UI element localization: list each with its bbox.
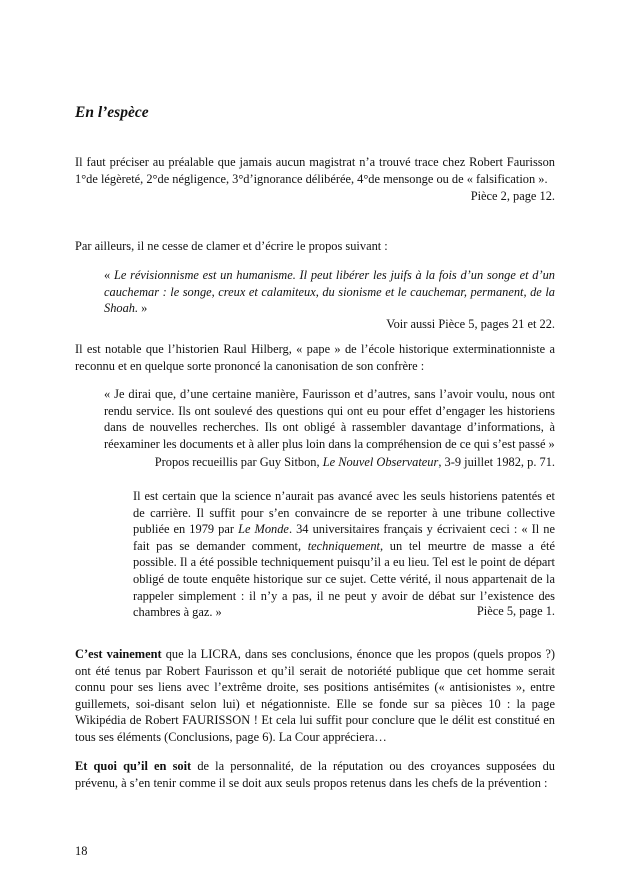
- publication-title-le-monde: Le Monde: [238, 522, 289, 537]
- lead-bold-vainement: C’est vainement: [75, 647, 162, 661]
- paragraph-magistrat: Il faut préciser au préalable que jamais aucun magistrat n’a trouvé trace chez Robert Faurisson 1°de légèreté, 2°de négligence, 3°d’ignorance délibérée, 4°de mensonge ou de « falsification ».: [75, 155, 555, 186]
- page-number: 18: [75, 844, 88, 858]
- publication-title: Le Nouvel Observateur: [322, 455, 439, 469]
- reference-piece-5-page-1: Pièce 5, page 1.: [476, 604, 555, 618]
- paragraph-tribune-le-monde: Il est certain que la science n’aurait pas avancé avec les seuls historiens patentés et de carrière. Il suffit pour s’en convaincre de se reporter à une tribune collective publiée en 1979 par Le Monde. 34 universitaires français y écrivaient ceci : « Il ne fait pas se demander comment, techniquement, un tel meurtre de masse a été possible. Il a été possible techniquement puisqu’il a eu lieu. Tel est le point de départ obligé de toute enquête historique sur ce sujet. Cette vérité, il nous appartenait de la rappeler simplement : il n’y a pas, il ne peut y avoir de débat sur l’existence des chambres à gaz. »: [133, 489, 555, 620]
- paragraph-licra: C’est vainement que la LICRA, dans ses conclusions, énonce que les propos (quels propos ?) ont été tenus par Robert Faurisson et qu’il serait de notoriété publique que cet homme serait connu pour ses liens avec l’extrême droite, ses positions antisémites (« antisionistes », entre guillemets, soi-disant selon lui) et négationniste. Elle se fonde sur sa pièces 10 : la page Wikipédia de Robert FAURISSON ! Et cela lui suffit pour conclure que le délit est constitué en tous ses éléments (Conclusions, page 6). La Cour appréciera…: [75, 647, 555, 744]
- paragraph-par-ailleurs: Par ailleurs, il ne cesse de clamer et d’écrire le propos suivant :: [75, 239, 388, 253]
- quote-revisionnisme-text: Le révisionnisme est un humanisme. Il peut libérer les juifs à la fois d’un songe et d’un cauchemar : le songe, creux et calamiteux, du sionisme et le cauchemar, permanent, de la Shoah.: [104, 268, 555, 316]
- lead-bold-quoi: Et quoi qu’il en soit: [75, 759, 192, 773]
- quote-revisionnisme: « Le révisionnisme est un humanisme. Il peut libérer les juifs à la fois d’un songe et d’un cauchemar : le songe, creux et calamiteux, du sionisme et le cauchemar, permanent, de la Shoah. »: [104, 268, 555, 316]
- emphasis-techniquement: techniquement: [307, 538, 380, 553]
- reference-piece-2: Pièce 2, page 12.: [470, 189, 555, 203]
- quote-hilberg: « Je dirai que, d’une certaine manière, Faurisson et d’autres, sans l’avoir voulu, nous ont rendu service. Ils ont soulevé des questions qui ont eu pour effet d’engager les historiens dans de nouvelles recherches. Ils ont obligé à rassembler davantage d’informations, à réexaminer les documents et à aller plus loin dans la compréhension de ce qui s’est passé »: [104, 387, 555, 451]
- paragraph-quoi-quil-en-soit: Et quoi qu’il en soit de la personnalité, de la réputation ou des croyances supposées du prévenu, à s’en tenir comme il se doit aux seuls propos retenus dans les chefs de la prévention :: [75, 759, 555, 790]
- source-nouvel-observateur: Propos recueillis par Guy Sitbon, Le Nouvel Observateur, 3-9 juillet 1982, p. 71.: [154, 455, 555, 469]
- section-heading: En l’espèce: [75, 104, 149, 121]
- reference-piece-5-pages: Voir aussi Pièce 5, pages 21 et 22.: [386, 317, 555, 331]
- paragraph-hilberg: Il est notable que l’historien Raul Hilberg, « pape » de l’école historique exterminationniste a reconnu et en quelque sorte prononcé la canonisation de son confrère :: [75, 342, 555, 373]
